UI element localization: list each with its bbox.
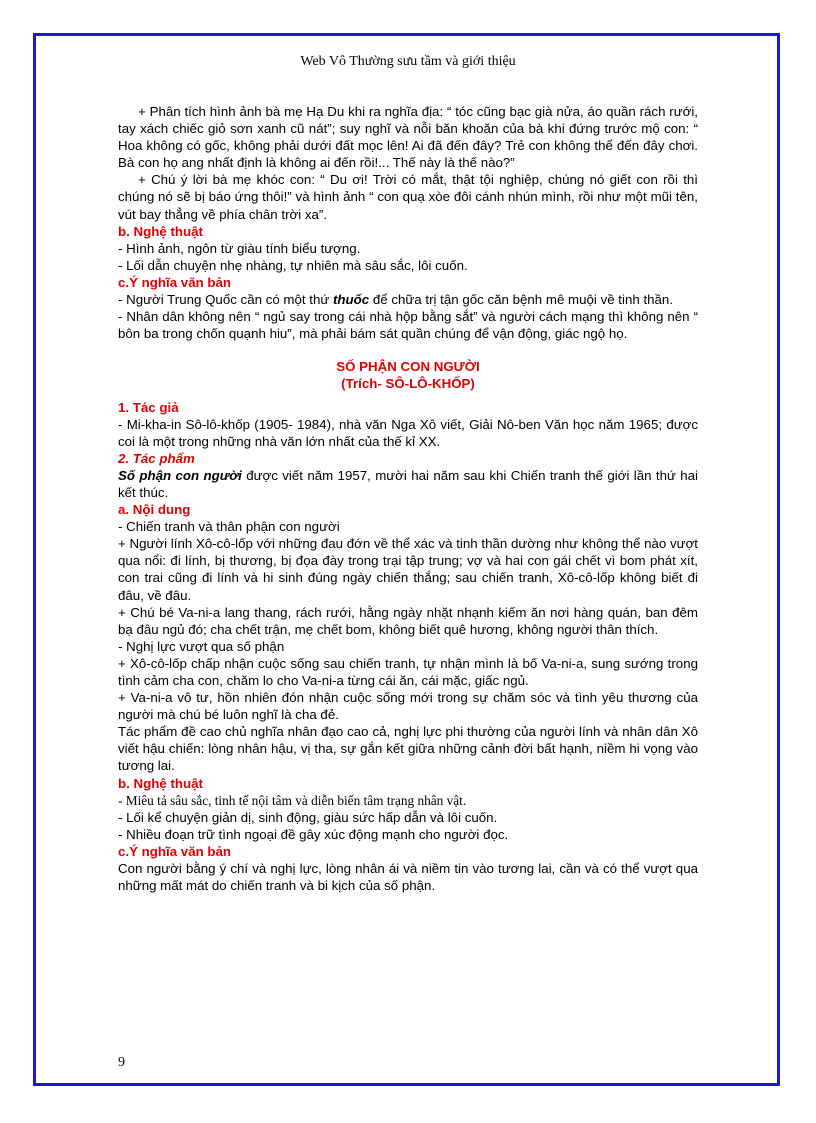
section-heading: b. Nghệ thuật [118, 223, 203, 239]
text-run: được viết năm 1957, mười hai năm sau khi Chiến tranh thế giới lần thứ hai kết thúc. [118, 467, 698, 500]
list-item: - Nhiều đoạn trữ tình ngoại đề gây xúc động mạnh cho người đọc. [118, 826, 509, 842]
list-item: - Nghị lực vượt qua số phận [118, 638, 285, 654]
paragraph: Tác phẩm đề cao chủ nghĩa nhân đạo cao cả, nghị lực phi thường của người lính và nhân dân Xô viết hậu chiến: lòng nhân hậu, vị tha, sự gắn kết giữa những cảnh đời bất hạnh, niềm hi vọng vào tương lai. [118, 724, 698, 774]
emphasis-text: Số phận con người [118, 467, 242, 483]
paragraph: - Nhân dân không nên “ ngủ say trong cái nhà hộp bằng sắt” và người cách mạng thì không nên “ bôn ba trong chốn quạnh hiu”, mà phải bám sát quần chúng để vận động, giác ngộ họ. [118, 309, 698, 342]
list-item: - Lối dẫn chuyện nhẹ nhàng, tự nhiên mà sâu sắc, lôi cuốn. [118, 257, 468, 273]
paragraph: + Phân tích hình ảnh bà mẹ Hạ Du khi ra nghĩa địa: “ tóc cũng bạc già nửa, áo quần rách rưới, tay xách chiếc giỏ sơn xanh cũ nát”; suy nghĩ và nỗi băn khoăn của bà khi đứng trước mộ con: “ Hoa không có gốc, không phải dưới đất mọc lên! Ai đã đến đây? Trẻ con không thể đến đây chơi. Bà con họ ang nhất định là không ai đến rồi!... Thế này là thế nào?” [118, 104, 698, 171]
paragraph: - Mi-kha-in Sô-lô-khốp (1905- 1984), nhà văn Nga Xô viết, Giải Nô-ben Văn học năm 1965; được coi là một trong những nhà văn lớn nhất của thế kỉ XX. [118, 416, 698, 449]
section-heading: 1. Tác giả [118, 399, 179, 415]
text-run: để chữa trị tận gốc căn bệnh mê muội về tinh thần. [369, 292, 674, 308]
list-item: - Miêu tả sâu sắc, tinh tế nội tâm và diễn biến tâm trạng nhân vật. [118, 792, 467, 808]
emphasis-text: thuốc [332, 292, 370, 308]
list-item: - Lối kể chuyện giản dị, sinh động, giàu sức hấp dẫn và lôi cuốn. [118, 809, 498, 825]
list-item: - Chiến tranh và thân phận con người [118, 519, 340, 535]
document-title: SỐ PHẬN CON NGƯỜI [336, 359, 480, 375]
section-heading: a. Nội dung [118, 502, 191, 518]
paragraph [118, 291, 698, 308]
paragraph: + Xô-cô-lốp chấp nhận cuộc sống sau chiến tranh, tự nhận mình là bố Va-ni-a, sung sướng trong tình cảm cha con, chăm lo cho Va-ni-a từng cái ăn, cái mặc, giấc ngủ. [118, 655, 698, 688]
section-heading: b. Nghệ thuật [118, 775, 203, 791]
text-run: - Người Trung Quốc cần có một thứ [118, 292, 333, 308]
paragraph: + Chú ý lời bà mẹ khóc con: “ Du ơi! Trời có mắt, thật tội nghiệp, chúng nó giết con rồi thì chúng nó sẽ bị báo ứng thôi!” và hình ảnh “ con quạ xòe đôi cánh nhún mình, rồi như một mũi tên, vút bay thẳng về phía chân trời xa”. [118, 172, 698, 222]
document-subtitle: (Trích- SÔ-LÔ-KHỐP) [341, 376, 475, 392]
list-item: - Hình ảnh, ngôn từ giàu tính biểu tượng. [118, 240, 361, 256]
paragraph: + Chú bé Va-ni-a lang thang, rách rưới, hằng ngày nhặt nhạnh kiếm ăn nơi hàng quán, ban đêm bạ đâu ngủ đó; cha chết trận, mẹ chết bom, không biết quê hương, không người thân thích. [118, 604, 698, 637]
page-header: Web Vô Thường sưu tầm và giới thiệu [300, 54, 516, 69]
document-body [118, 103, 698, 894]
paragraph: Con người bằng ý chí và nghị lực, lòng nhân ái và niềm tin vào tương lai, cần và có thể vượt qua những mất mát do chiến tranh và bi kịch của số phận. [118, 861, 698, 894]
paragraph: + Người lính Xô-cô-lốp với những đau đớn về thể xác và tinh thần dường như không thể nào vượt qua nổi: đi lính, bị thương, bị đọa đày trong trại tập trung; vợ và hai con gái chết vì bom phát xít, con trai cũng đi lính và hi sinh đúng ngày chiến thắng; sau chiến tranh, Xô-cô-lốp không biết đi đâu, về đâu. [118, 536, 698, 603]
section-heading: c.Ý nghĩa văn bản [118, 843, 232, 859]
section-heading: 2. Tác phẩm [118, 450, 195, 466]
paragraph [118, 467, 698, 501]
section-heading: c.Ý nghĩa văn bản [118, 274, 232, 290]
page-number: 9 [118, 1055, 125, 1070]
paragraph: + Va-ni-a vô tư, hồn nhiên đón nhận cuộc sống mới trong sự chăm sóc và tình yêu thương của người mà chú bé luôn nghĩ là cha đẻ. [118, 690, 698, 723]
